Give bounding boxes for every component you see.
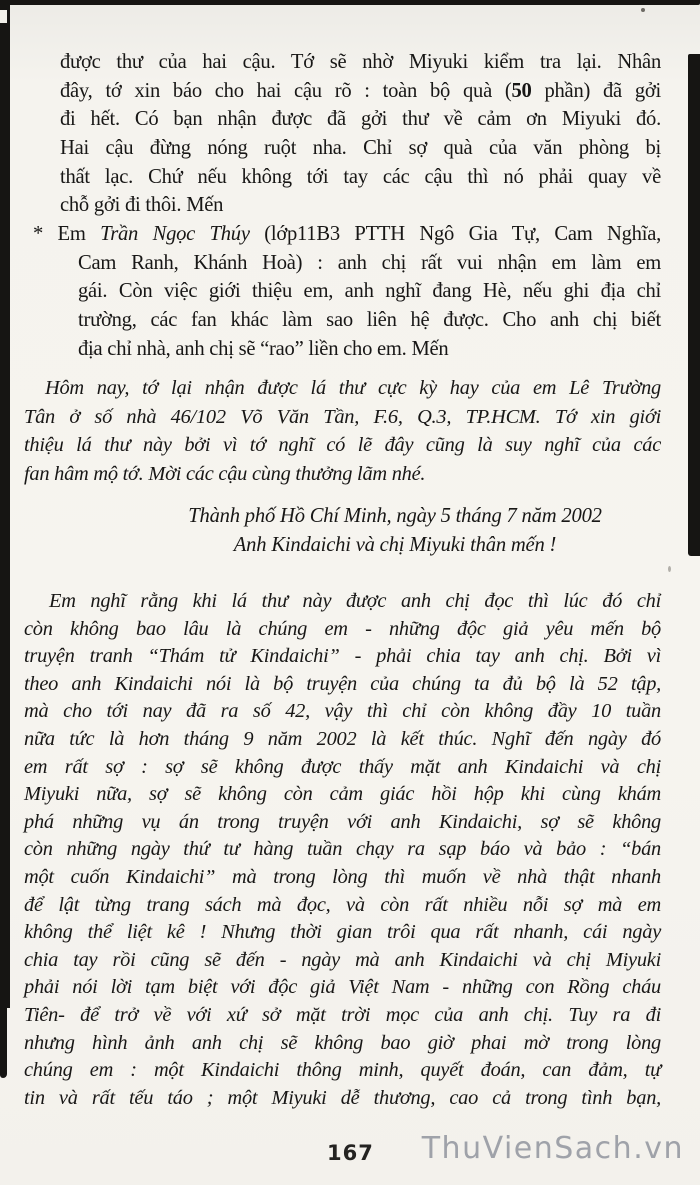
text-line: chỗ gởi đi thôi. Mến <box>60 194 224 217</box>
text-line: gái. Còn việc giới thiệu em, anh nghĩ đang Hè, nếu ghi địa chỉ <box>78 280 661 303</box>
text-line: nhưng hình ảnh anh chị sẽ không bao giờ phai mờ trong lòng <box>24 1031 661 1054</box>
scan-border-notch <box>0 10 7 23</box>
text-line: trường, các fan khác làm sao liên hệ được. Cho anh chị biết <box>78 309 661 332</box>
text-line: mà cho tới nay đã ra số 42, vậy thì chỉ còn không đầy 10 tuần <box>24 700 661 723</box>
paragraph-reply-tran-ngoc-thuy <box>33 220 661 363</box>
text-line: phải nói lời tạm biệt với độc giả Việt Nam - những con Rồng cháu <box>24 976 661 999</box>
scan-border-right <box>688 54 700 556</box>
scan-border-left-taper <box>0 1008 7 1078</box>
text-line: không thể liệt kê ! Nhưng thời gian trôi qua rất nhanh, cái ngày <box>24 921 661 944</box>
text-line: tin và rất tếu táo ; một Miyuki dễ thương, cao cả trong tình bạn, <box>24 1086 661 1109</box>
letter-date-line: Thành phố Hồ Chí Minh, ngày 5 tháng 7 năm 2002 <box>188 505 602 527</box>
scan-speck <box>668 566 671 572</box>
text-line: địa chỉ nhà, anh chị sẽ “rao” liền cho em. Mến <box>78 337 449 360</box>
page-number: 167 <box>327 1141 374 1165</box>
text-line: fan hâm mộ tớ. Mời các cậu cùng thưởng lãm nhé. <box>24 463 426 486</box>
text-line: em rất sợ : sợ sẽ không được thấy mặt anh Kindaichi và chị <box>24 755 661 778</box>
paragraph-gift-reply <box>60 48 661 220</box>
letter-heading <box>130 502 660 559</box>
text-line: * Em Trần Ngọc Thúy (lớp11B3 PTTH Ngô Gia Tự, Cam Nghĩa, <box>33 223 661 245</box>
text-line: đây, tớ xin báo cho hai cậu rõ : toàn bộ quà (50 phần) đã gởi <box>60 79 661 102</box>
scan-border-left <box>0 0 10 1008</box>
text-line: theo anh Kindaichi nói là bộ truyện của chúng ta đủ bộ là 52 tập, <box>24 672 661 695</box>
text-line: thất lạc. Chứ nếu không tới tay các cậu thì nó phải quay về <box>60 165 661 188</box>
letter-salutation: Anh Kindaichi và chị Miyuki thân mến ! <box>233 533 557 556</box>
scan-speck <box>641 8 645 12</box>
text-line: nữa tức là hơn tháng 9 năm 2002 là kết thúc. Nghĩ đến ngày đó <box>24 727 661 750</box>
text-line: đi hết. Có bạn nhận được đã gởi thư về cảm ơn Miyuki đó. <box>60 108 661 131</box>
text-line: phá những vụ án trong truyện với anh Kindaichi, sợ sẽ không <box>24 810 661 833</box>
text-line: Tiên- để trở về với xứ sở mặt trời mọc của anh chị. Tuy ra đi <box>24 1003 661 1026</box>
text-line: một cuốn Kindaichi” mà trong lòng thì muốn về nhà thật nhanh <box>24 865 661 888</box>
text-line: để lật từng trang sách mà đọc, và còn rất nhiều nỗi sợ mà em <box>24 893 661 916</box>
text-line: còn những ngày thứ tư hàng tuần chạy ra sạp báo và bảo : “bán <box>24 838 661 861</box>
watermark-thuviensach: ThuVienSach.vn <box>421 1131 684 1166</box>
text-line: chúng em : một Kindaichi thông minh, quyết đoán, can đảm, tự <box>24 1059 661 1082</box>
paragraph-fan-letter-body <box>24 588 661 1112</box>
text-line: Miyuki nữa, sợ sẽ không còn cảm giác hồi hộp khi cùng khám <box>24 783 661 806</box>
text-line: Hôm nay, tớ lại nhận được lá thư cực kỳ hay của em Lê Trường <box>45 377 661 399</box>
text-line: chia tay rồi cũng sẽ đến - ngày mà anh Kindaichi và chị Miyuki <box>24 948 661 971</box>
text-line: Tân ở số nhà 46/102 Võ Văn Tần, F.6, Q.3, TP.HCM. Tớ xin giới <box>24 405 661 428</box>
paragraph-letter-introduction <box>24 374 661 489</box>
text-line: được thư của hai cậu. Tớ sẽ nhờ Miyuki kiểm tra lại. Nhân <box>60 51 661 73</box>
text-line: Em nghĩ rằng khi lá thư này được anh chị đọc thì lúc đó chỉ <box>49 590 661 612</box>
text-line: Cam Ranh, Khánh Hoà) : anh chị rất vui nhận em làm em <box>78 251 661 274</box>
text-line: Hai cậu đừng nóng ruột nha. Chỉ sợ quà của văn phòng bị <box>60 137 661 160</box>
text-line: truyện tranh “Thám tử Kindaichi” - phải chia tay anh chị. Bởi vì <box>24 645 661 668</box>
text-line: thiệu lá thư này bởi vì tớ nghĩ có lẽ đây cũng là suy nghĩ của các <box>24 434 661 457</box>
text-line: còn không bao lâu là chúng em - những độc giả yêu mến bộ <box>24 617 661 640</box>
scan-border-top <box>6 0 700 5</box>
